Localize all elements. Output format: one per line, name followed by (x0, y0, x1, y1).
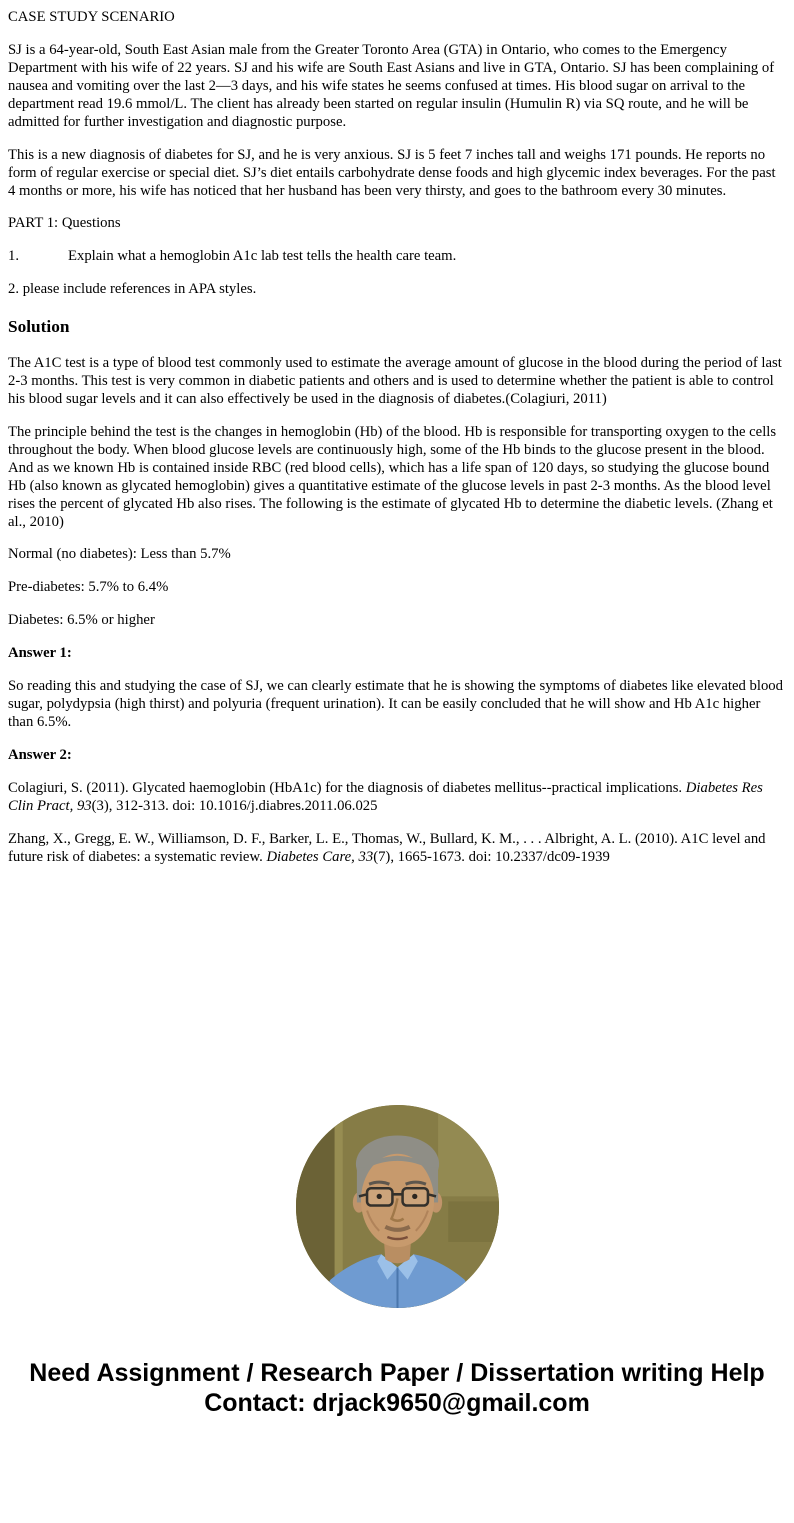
question-1-number: 1. (8, 248, 20, 265)
footer (0, 1358, 794, 1447)
scenario-paragraph-2: This is a new diagnosis of diabetes for SJ, and he is very anxious. SJ is 5 feet 7 inches tall and weighs 171 pounds. He reports no form of regular exercise or special diet. SJ’s diet entails carbohydrate dense foods and high glycemic index beverages. For the past 4 months or more, his wife has noticed that her husband has been very thirsty, and goes to the bathroom every 30 minutes. (8, 146, 776, 199)
reference-2-pages-doi: (7), 1665-1673. doi: 10.2337/dc09-1939 (373, 848, 610, 865)
reference-2-journal: Diabetes Care, 33 (266, 848, 374, 865)
scenario-paragraph-1: SJ is a 64-year-old, South East Asian male from the Greater Toronto Area (GTA) in Ontario, who comes to the Emergency Department with his wife of 22 years. SJ and his wife are South East Asians and live in GTA, Ontario. SJ has been complaining of nausea and vomiting over the last 2—3 days, and his wife states he seems confused at times. His blood sugar on arrival to the department read 19.6 mmol/L. The client has already been started on regular insulin (Humulin R) via SQ route, and he will be admitted for further investigation and diagnostic purpose. (8, 41, 775, 130)
tutor-photo-container (0, 1105, 794, 1308)
question-1 (8, 248, 786, 266)
reference-2-authors: Zhang, X., Gregg, E. W., Williamson, D. F., Barker, L. E., Thomas, W., Bullard, K. M., . . . Albright, A. L. (2010). A1C level and future risk of diabetes: a systematic review. (8, 830, 766, 865)
a1c-level-diabetes: Diabetes: 6.5% or higher (8, 612, 155, 629)
footer-help-text: Need Assignment / Research Paper / Dissertation writing Help (29, 1358, 765, 1387)
reference-1 (8, 780, 786, 816)
reference-2 (8, 831, 786, 867)
a1c-level-prediabetes: Pre-diabetes: 5.7% to 6.4% (8, 579, 169, 596)
question-2: 2. please include references in APA styles. (8, 281, 257, 298)
answer-1-text: So reading this and studying the case of SJ, we can clearly estimate that he is showing the symptoms of diabetes like elevated blood sugar, polydypsia (high thirst) and polyuria (frequent urination). It can be easily concluded that he will show and Hb A1c higher than 6.5%. (8, 678, 783, 731)
reference-1-journal: Diabetes Res Clin Pract, 93 (8, 779, 763, 814)
solution-paragraph-1: The A1C test is a type of blood test commonly used to estimate the average amount of glucose in the blood during the period of last 2-3 months. This test is very common in diabetic patients and others and is used to determine whether the patient is able to control his blood sugar levels and it can also effectively be used in the diagnosis of diabetes.(Colagiuri, 2011) (8, 355, 782, 407)
solution-heading: Solution (8, 317, 70, 337)
solution-paragraph-2: The principle behind the test is the changes in hemoglobin (Hb) of the blood. Hb is responsible for transporting oxygen to the cells throughout the body. When blood glucose levels are continuously high, some of the Hb binds to the glucose present in the blood. And as we known Hb is contained inside RBC (red blood cells), which has a life span of 120 days, so studying the glucose bound Hb (also known as glycated hemoglobin) gives a quantitative estimate of the glucose levels in past 2-3 months. As the blood level rises the percent of glycated Hb also rises. The following is the estimate of glycated Hb to determine the diabetic levels. (Zhang et al., 2010) (8, 423, 777, 530)
answer-1-heading: Answer 1: (8, 645, 72, 662)
man-portrait-illustration (296, 1105, 499, 1308)
reference-1-pages-doi: (3), 312-313. doi: 10.1016/j.diabres.2011.06.025 (91, 797, 378, 814)
tutor-portrait-photo (296, 1105, 499, 1308)
document-title: CASE STUDY SCENARIO (8, 9, 175, 25)
question-1-text: Explain what a hemoglobin A1c lab test tells the health care team. (68, 248, 457, 265)
answer-2-heading: Answer 2: (8, 747, 72, 763)
footer-contact-email: Contact: drjack9650@gmail.com (204, 1389, 590, 1418)
part1-heading: PART 1: Questions (8, 215, 121, 232)
reference-1-authors: Colagiuri, S. (2011). Glycated haemoglobin (HbA1c) for the diagnosis of diabetes mellitus--practical implications. (8, 779, 686, 796)
a1c-level-normal: Normal (no diabetes): Less than 5.7% (8, 546, 231, 563)
